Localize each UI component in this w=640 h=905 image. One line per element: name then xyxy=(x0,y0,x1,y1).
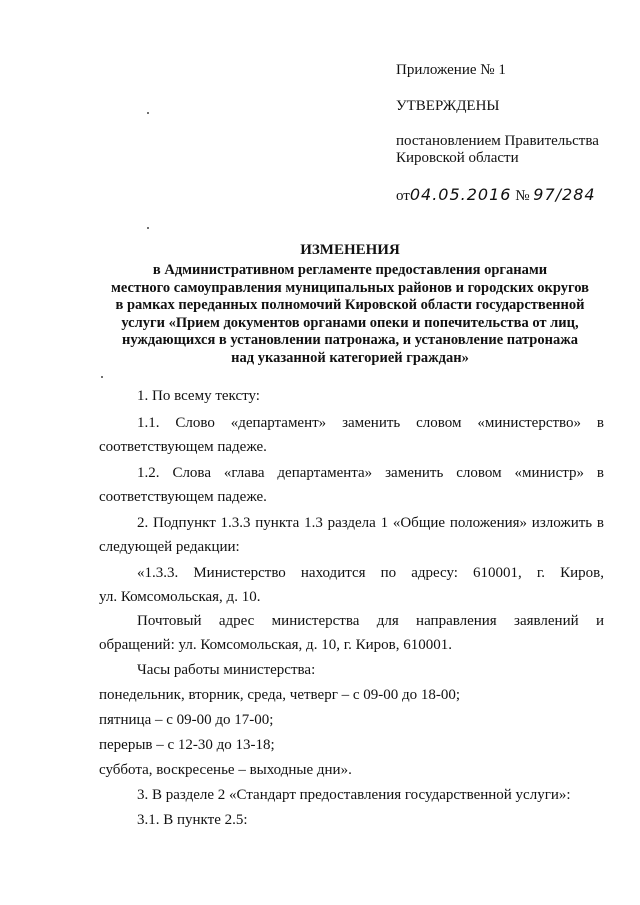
hours-weekdays: понедельник, вторник, среда, четверг – с 09-00 до 18-00; xyxy=(99,687,461,703)
subtitle-line: нуждающихся в установлении патронажа, и установление патронажа xyxy=(122,332,578,348)
hours-friday: пятница – с 09-00 до 17-00; xyxy=(99,712,274,728)
paragraph-1: 1. По всему тексту: xyxy=(137,388,260,404)
paragraph-3-1: 3.1. В пункте 2.5: xyxy=(137,812,248,828)
paragraph-4-line-2: обращений: ул. Комсомольская, д. 10, г. Киров, 610001. xyxy=(99,637,453,653)
paragraph-1-2-line-1: 1.2. Слова «глава департамента» заменить словом «министр» в xyxy=(137,465,604,481)
number-prefix: № xyxy=(515,188,530,204)
number-handwritten: 97/284 xyxy=(533,185,596,204)
subtitle-line: в Административном регламенте предоставления органами xyxy=(152,262,548,278)
paragraph-2-line-2: следующей редакции: xyxy=(99,539,240,555)
paragraph-3-line-2: ул. Комсомольская, д. 10. xyxy=(99,589,261,605)
subtitle-line: над указанной категорией граждан» xyxy=(231,349,469,366)
paragraph-3-line-1: «1.3.3. Министерство находится по адресу: 610001, г. Киров, xyxy=(137,565,604,581)
date-handwritten: 04.05.2016 xyxy=(409,185,512,204)
scan-speck xyxy=(101,376,103,378)
paragraph-1-2-line-2: соответствующем падеже. xyxy=(99,489,267,505)
paragraph-1-1-line-2: соответствующем падеже. xyxy=(99,439,267,455)
appendix-label: Приложение № 1 xyxy=(396,62,506,78)
subtitle-line: в рамках переданных полномочий Кировской области государственной xyxy=(115,297,585,313)
scan-speck xyxy=(147,112,149,114)
hours-break: перерыв – с 12-30 до 13-18; xyxy=(99,737,275,753)
decree-line-2: Кировской области xyxy=(396,150,519,166)
paragraph-4-line-1: Почтовый адрес министерства для направления заявлений и xyxy=(137,613,604,629)
hours-title: Часы работы министерства: xyxy=(137,662,316,678)
decree-line-1: постановлением Правительства xyxy=(396,133,599,149)
date-prefix: от xyxy=(396,188,410,204)
subtitle-line: местного самоуправления муниципальных районов и городских округов xyxy=(111,279,589,296)
doc-subtitle xyxy=(90,262,610,367)
paragraph-2-line-1: 2. Подпункт 1.3.3 пункта 1.3 раздела 1 «Общие положения» изложить в xyxy=(137,515,604,531)
approved-label: УТВЕРЖДЕНЫ xyxy=(396,98,500,114)
hours-weekend: суббота, воскресенье – выходные дни». xyxy=(99,762,352,778)
doc-heading: ИЗМЕНЕНИЯ xyxy=(300,242,400,258)
paragraph-1-1-line-1: 1.1. Слово «департамент» заменить словом «министерство» в xyxy=(137,415,604,431)
subtitle-line: услуги «Прием документов органами опеки и попечительства от лиц, xyxy=(121,314,579,331)
scan-speck xyxy=(147,227,149,229)
paragraph-section-3: 3. В разделе 2 «Стандарт предоставления государственной услуги»: xyxy=(137,787,571,803)
decree-date-line xyxy=(396,185,596,205)
